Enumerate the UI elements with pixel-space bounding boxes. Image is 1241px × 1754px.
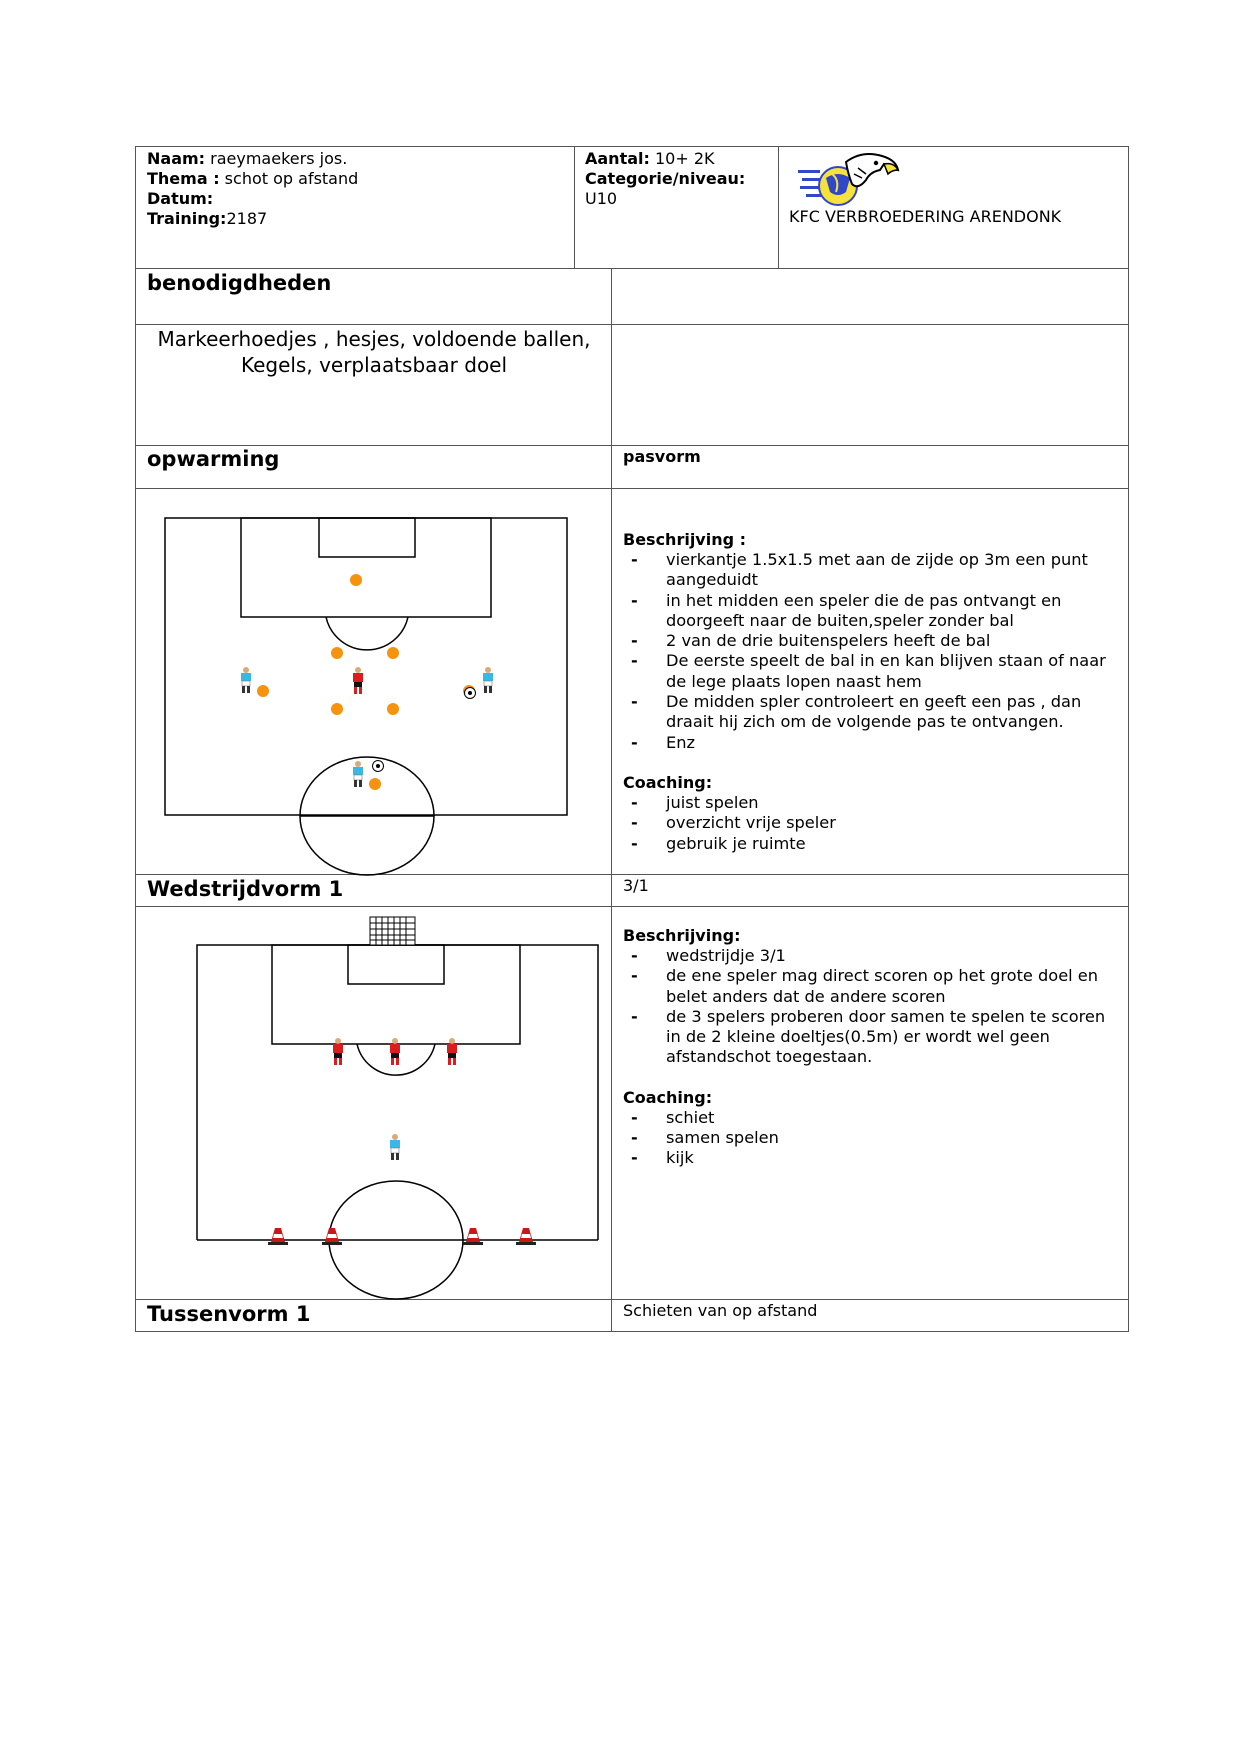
- cone-marker: [257, 685, 269, 697]
- list-item: - overzicht vrije speler: [623, 813, 1123, 833]
- cone-marker: [387, 647, 399, 659]
- list-item: - schiet: [623, 1108, 1123, 1128]
- traffic-cone-icon: [516, 1228, 536, 1245]
- traffic-cone-icon: [463, 1228, 483, 1245]
- traffic-cone-icon: [322, 1228, 342, 1245]
- penalty-area: [272, 945, 520, 1044]
- wedstrijdvorm-beschrijving-list: [623, 946, 1123, 1068]
- aantal-label: Aantal:: [585, 149, 650, 168]
- opwarming-subtitle: pasvorm: [623, 447, 701, 466]
- tussenvorm-title: Tussenvorm 1: [147, 1302, 311, 1326]
- list-item: - in het midden een speler die de pas ontvangt en doorgeeft naar de buiten,speler zonder bal: [623, 591, 1123, 632]
- opwarming-pitch-diagram: [150, 500, 590, 880]
- player-blue-bottom-icon: [353, 761, 363, 787]
- goal-area: [348, 945, 444, 984]
- eagle-ball-logo-icon: [796, 148, 901, 208]
- player-red-right-icon: [447, 1038, 457, 1065]
- goal-net-icon: [370, 917, 415, 945]
- list-item: - kijk: [623, 1148, 1123, 1168]
- training-value: 2187: [226, 209, 268, 228]
- list-item: - de 3 spelers proberen door samen te spelen te scoren in de 2 kleine doeltjes(0.5m) er wordt wel geen afstandschot toegestaan.: [623, 1007, 1123, 1068]
- player-red-left-icon: [333, 1038, 343, 1065]
- player-blue-right-icon: [483, 667, 493, 693]
- penalty-area: [241, 518, 491, 617]
- wedstrijdvorm-subtitle: 3/1: [623, 876, 649, 895]
- cone-marker: [331, 647, 343, 659]
- list-item: - de ene speler mag direct scoren op het grote doel en belet anders dat de andere scoren: [623, 966, 1123, 1007]
- header-group-info: [585, 149, 775, 209]
- opwarming-beschrijving-label: Beschrijving :: [623, 530, 747, 549]
- list-item: - samen spelen: [623, 1128, 1123, 1148]
- benodigdheden-line-1: Markeerhoedjes , hesjes, voldoende ballen,: [157, 327, 591, 351]
- player-blue-icon: [390, 1134, 400, 1160]
- pitch-boundary: [197, 945, 598, 1240]
- thema-value: schot op afstand: [219, 169, 359, 188]
- list-item: - wedstrijdje 3/1: [623, 946, 1123, 966]
- football-icon: [465, 688, 476, 699]
- list-item: - juist spelen: [623, 793, 1123, 813]
- wedstrijdvorm-beschrijving-label: Beschrijving:: [623, 926, 741, 945]
- benodigdheden-title: benodigdheden: [147, 271, 332, 295]
- benodigdheden-line-2: Kegels, verplaatsbaar doel: [240, 353, 508, 377]
- opwarming-beschrijving-list: [623, 550, 1123, 753]
- naam-value: raeymaekers jos.: [205, 149, 348, 168]
- player-red-center-icon: [353, 667, 363, 694]
- opwarming-coaching-label: Coaching:: [623, 772, 713, 792]
- goal-area: [319, 518, 415, 557]
- aantal-value: 10+ 2K: [649, 149, 715, 168]
- club-name: KFC VERBROEDERING ARENDONK: [789, 207, 1062, 226]
- player-red-center-icon: [390, 1038, 400, 1065]
- list-item: - vierkantje 1.5x1.5 met aan de zijde op 3m een punt aangeduidt: [623, 550, 1123, 591]
- list-item: - 2 van de drie buitenspelers heeft de bal: [623, 631, 1123, 651]
- wedstrijdvorm-coaching-list: [623, 1108, 1123, 1169]
- naam-label: Naam:: [147, 149, 206, 168]
- wedstrijdvorm-title: Wedstrijdvorm 1: [147, 877, 344, 901]
- list-item: - De eerste speelt de bal in en kan blijven staan of naar de lege plaats lopen naast hem: [623, 651, 1123, 692]
- list-item: - Enz: [623, 733, 1123, 753]
- opwarming-description: [623, 530, 1123, 854]
- benodigdheden-text: [137, 326, 611, 378]
- datum-label: Datum:: [147, 189, 214, 208]
- cone-marker: [387, 703, 399, 715]
- cone-marker: [350, 574, 362, 586]
- player-blue-left-icon: [241, 667, 251, 693]
- training-label: Training:: [147, 209, 227, 228]
- wedstrijdvorm-coaching-label: Coaching:: [623, 1087, 713, 1107]
- categorie-label: Categorie/niveau:: [585, 169, 746, 188]
- list-item: - De midden spler controleert en geeft een pas , dan draait hij zich om de volgende pas te ontvangen.: [623, 692, 1123, 733]
- tussenvorm-subtitle: Schieten van op afstand: [623, 1301, 818, 1320]
- opwarming-coaching-list: [623, 793, 1123, 854]
- cone-marker: [369, 778, 381, 790]
- header-info: [147, 149, 567, 229]
- list-item: - gebruik je ruimte: [623, 834, 1123, 854]
- football-icon: [373, 761, 384, 772]
- wedstrijdvorm-description: [623, 926, 1123, 1169]
- pitch-boundary: [165, 518, 567, 815]
- traffic-cone-icon: [268, 1228, 288, 1245]
- penalty-arc: [326, 617, 408, 650]
- cone-marker: [331, 703, 343, 715]
- opwarming-title: opwarming: [147, 447, 280, 471]
- categorie-value: U10: [585, 189, 618, 208]
- wedstrijdvorm-pitch-diagram: [180, 912, 620, 1304]
- thema-label: Thema :: [147, 169, 220, 188]
